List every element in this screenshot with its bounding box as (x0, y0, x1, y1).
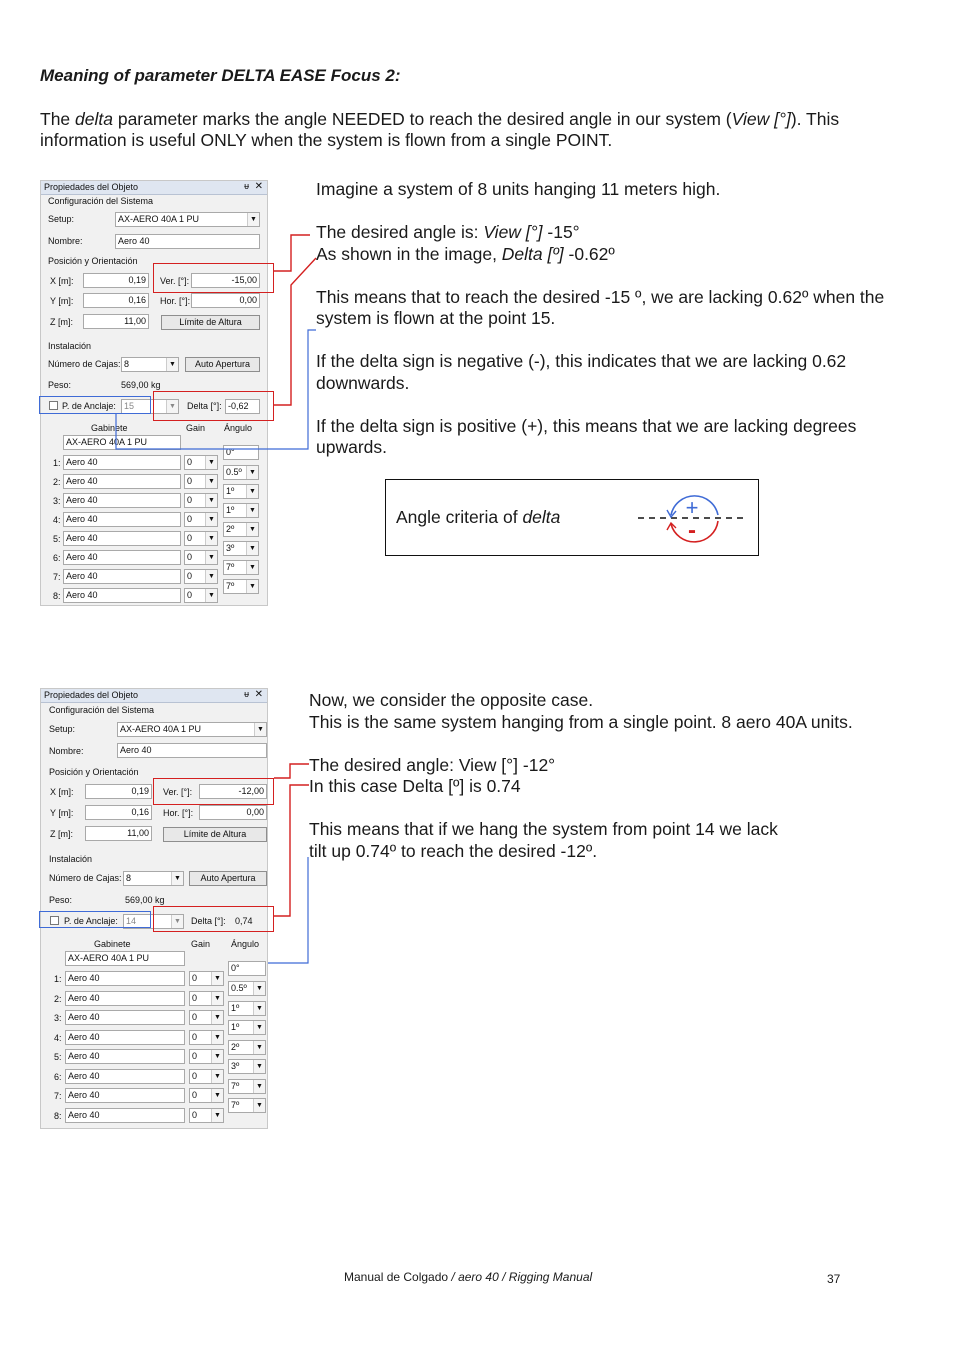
delta-value: 0,74 (235, 916, 253, 926)
angle-select[interactable]: 7º ▼ (223, 579, 259, 594)
angle-direction-icon (626, 488, 751, 548)
chevron-down-icon: ▼ (205, 551, 217, 564)
y-label: Y [m]: (50, 296, 74, 306)
angle-select[interactable]: 1º ▼ (223, 503, 259, 518)
x-field[interactable]: 0,19 (85, 784, 152, 799)
chevron-down-icon: ▼ (211, 1031, 223, 1044)
row-number: 4: (54, 1032, 62, 1043)
row-number: 8: (53, 591, 61, 601)
gain-select[interactable]: 0 ▼ (184, 474, 218, 489)
cabinet-field[interactable]: Aero 40 (65, 991, 185, 1006)
angle-criteria-box (385, 479, 759, 556)
gain-select[interactable]: 0 ▼ (189, 1030, 224, 1045)
anclaje-field[interactable]: 14 ▼ (123, 914, 184, 929)
z-field[interactable]: 11,00 (85, 826, 152, 841)
delta-highlight-box (153, 906, 274, 932)
chevron-down-icon: ▼ (205, 475, 217, 488)
s1-line1: Imagine a system of 8 units hanging 11 meters high. (316, 179, 721, 199)
num-cajas-select[interactable]: 8 ▼ (123, 871, 184, 886)
hor-label: Hor. [°]: (160, 296, 191, 306)
chevron-down-icon: ▼ (205, 513, 217, 526)
first-angle: 0° (223, 445, 259, 460)
s1-line6: If the delta sign is positive (+), this means that we are lacking degrees upwards. (316, 415, 857, 457)
delta-field: -0,62 (225, 399, 260, 414)
position-section-label: Posición y Orientación (48, 256, 138, 266)
y-field[interactable]: 0,16 (85, 805, 152, 820)
chevron-down-icon: ▼ (211, 1089, 223, 1102)
angle-select[interactable]: 1º ▼ (228, 1001, 266, 1016)
setup-select[interactable]: AX-AERO 40A 1 PU ▼ (115, 212, 260, 227)
position-section-label: Posición y Orientación (49, 767, 139, 777)
chevron-down-icon: ▼ (253, 1060, 265, 1073)
col-angulo: Ángulo (231, 939, 260, 949)
row-number: 6: (53, 553, 61, 563)
cabinet-field[interactable]: Aero 40 (65, 971, 185, 986)
header-cabinet[interactable]: AX-AERO 40A 1 PU (63, 435, 181, 450)
setup-label: Setup: (49, 724, 76, 734)
gain-select[interactable]: 0 ▼ (189, 1088, 224, 1103)
s1-line4: This means that to reach the desired -15 º, we are lacking 0.62º when the system is flown at the point 15. (316, 286, 885, 328)
peso-value: 569,00 kg (125, 895, 165, 905)
config-label: Configuración del Sistema (49, 705, 155, 715)
cabinet-field[interactable]: Aero 40 (63, 588, 181, 603)
cabinet-field[interactable]: Aero 40 (63, 569, 181, 584)
gain-select[interactable]: 0 ▼ (189, 1010, 224, 1025)
angle-select[interactable]: 1º ▼ (223, 484, 259, 499)
anclaje-highlight-box (39, 911, 151, 928)
gain-select[interactable]: 0 ▼ (184, 550, 218, 565)
s2-line5: This means that if we hang the system from point 14 we lack tilt up 0.74º to reach the desired -12º. (309, 819, 778, 861)
chevron-down-icon: ▼ (253, 982, 265, 995)
row-number: 5: (54, 1052, 62, 1062)
chevron-down-icon: ▼ (253, 1041, 265, 1054)
installation-section-label: Instalación (48, 341, 92, 351)
delta-label: Delta [°]: (191, 916, 226, 926)
close-icon[interactable]: ✕ (254, 181, 263, 192)
row-number: 6: (54, 1071, 62, 1082)
row-number: 7: (54, 1091, 62, 1101)
angle-select[interactable]: 7º ▼ (228, 1079, 266, 1094)
row-number: 7: (53, 572, 61, 582)
row-number: 4: (53, 515, 61, 525)
peso-value: 569,00 kg (121, 380, 161, 390)
chevron-down-icon: ▼ (247, 213, 259, 226)
angle-select[interactable]: 0.5º ▼ (223, 465, 259, 480)
nombre-field[interactable]: Aero 40 (115, 234, 260, 249)
chevron-down-icon: ▼ (254, 723, 266, 736)
row-number: 8: (54, 1110, 62, 1121)
header-cabinet[interactable]: AX-AERO 40A 1 PU (65, 951, 185, 966)
chevron-down-icon: ▼ (253, 1002, 265, 1015)
setup-select[interactable]: AX-AERO 40A 1 PU ▼ (117, 722, 267, 737)
anclaje-label: P. de Anclaje: (62, 401, 116, 411)
cabinet-field[interactable]: Aero 40 (65, 1069, 185, 1084)
cabinet-field[interactable]: Aero 40 (63, 512, 181, 527)
ver-highlight-box (153, 778, 274, 805)
pin-icon[interactable]: ᵾ (244, 181, 249, 191)
z-label: Z [m]: (50, 317, 73, 327)
chevron-down-icon: ▼ (246, 580, 258, 593)
row-number: 2: (54, 993, 62, 1004)
delta-label: Delta [°]: (187, 401, 222, 411)
criteria-label: Angle criteria of delta (396, 507, 561, 527)
s1-line2: The desired angle is: View [°] -15° (316, 222, 580, 242)
gain-select[interactable]: 0 ▼ (184, 493, 218, 508)
row-number: 1: (54, 974, 62, 984)
chevron-down-icon: ▼ (211, 992, 223, 1005)
chevron-down-icon: ▼ (205, 494, 217, 507)
cabinet-field[interactable]: Aero 40 (65, 1010, 185, 1025)
ver-field[interactable]: -12,00 (199, 784, 267, 799)
footer: Manual de Colgado / aero 40 / Rigging Manual (344, 1270, 593, 1284)
section2-text (309, 690, 929, 884)
gain-select[interactable]: 0 ▼ (189, 1108, 224, 1123)
plus-sign: + (685, 495, 699, 520)
s1-line5: If the delta sign is negative (-), this indicates that we are lacking 0.62 downwards. (316, 351, 847, 393)
cabinet-field[interactable]: Aero 40 (63, 550, 181, 565)
chevron-down-icon: ▼ (246, 485, 258, 498)
anclaje-field[interactable]: 15 ▼ (121, 399, 179, 414)
col-gabinete: Gabinete (94, 939, 131, 949)
chevron-down-icon: ▼ (246, 542, 258, 555)
angle-select[interactable]: 2º ▼ (228, 1040, 266, 1055)
panel-title: Propiedades del Objeto (44, 182, 139, 192)
gain-select[interactable]: 0 ▼ (189, 1069, 224, 1084)
config-label: Configuración del Sistema (48, 196, 154, 206)
s2-line4: In this case Delta [º] is 0.74 (309, 776, 521, 796)
nombre-label: Nombre: (48, 236, 83, 246)
chevron-down-icon: ▼ (211, 1050, 223, 1063)
peso-label: Peso: (48, 380, 72, 390)
chevron-down-icon: ▼ (171, 872, 183, 885)
gain-select[interactable]: 0 ▼ (184, 569, 218, 584)
s1-line3: As shown in the image, Delta [º] -0.62º (316, 243, 615, 264)
installation-section-label: Instalación (49, 854, 93, 864)
gain-select[interactable]: 0 ▼ (189, 1049, 224, 1064)
angle-select[interactable]: 1º ▼ (228, 1020, 266, 1035)
panel-title-bar (41, 689, 267, 703)
cabinet-field[interactable]: Aero 40 (65, 1088, 185, 1103)
ver-label: Ver. [°]: (160, 276, 190, 286)
cabinet-field[interactable]: Aero 40 (63, 531, 181, 546)
hor-field[interactable]: 0,00 (199, 805, 267, 820)
chevron-down-icon: ▼ (253, 1021, 265, 1034)
nombre-field[interactable]: Aero 40 (117, 743, 267, 758)
s2-line3: The desired angle: View [°] -12° (309, 754, 556, 775)
angle-select[interactable]: 7º ▼ (223, 560, 259, 575)
nombre-label: Nombre: (49, 746, 84, 756)
chevron-down-icon: ▼ (246, 504, 258, 517)
auto-apertura-button[interactable]: Auto Apertura (185, 357, 260, 372)
x-field[interactable]: 0,19 (83, 273, 149, 288)
gain-select[interactable]: 0 ▼ (184, 455, 218, 470)
chevron-down-icon: ▼ (205, 456, 217, 469)
panel-title: Propiedades del Objeto (44, 690, 139, 700)
cabinet-field[interactable]: Aero 40 (65, 1108, 185, 1123)
chevron-down-icon: ▼ (246, 523, 258, 536)
angle-select[interactable]: 7º ▼ (228, 1098, 266, 1113)
chevron-down-icon: ▼ (211, 1011, 223, 1024)
setup-label: Setup: (48, 214, 75, 224)
num-cajas-select[interactable]: 8 ▼ (121, 357, 179, 372)
x-label: X [m]: (50, 276, 74, 286)
chevron-down-icon: ▼ (205, 532, 217, 545)
chevron-down-icon: ▼ (211, 1070, 223, 1083)
num-cajas-label: Número de Cajas: (49, 873, 122, 883)
angle-select[interactable]: 3º ▼ (223, 541, 259, 556)
col-gain: Gain (186, 423, 206, 433)
gain-select[interactable]: 0 ▼ (189, 971, 224, 986)
limite-altura-button[interactable]: Límite de Altura (161, 315, 260, 330)
chevron-down-icon: ▼ (166, 400, 178, 413)
row-number: 1: (53, 458, 61, 468)
gain-select[interactable]: 0 ▼ (184, 512, 218, 527)
intro-paragraph: The delta parameter marks the angle NEEDED to reach the desired angle in our system (View [°]). This information is useful ONLY when the system is flown from a single POINT. (40, 109, 840, 150)
anclaje-label: P. de Anclaje: (64, 916, 118, 926)
y-label: Y [m]: (50, 808, 74, 818)
row-number: 3: (53, 496, 61, 506)
z-label: Z [m]: (50, 829, 73, 839)
cabinet-field[interactable]: Aero 40 (63, 455, 181, 470)
chevron-down-icon: ▼ (171, 915, 183, 928)
s2-line2: This is the same system hanging from a single point. 8 aero 40A units. (309, 711, 853, 732)
cabinet-field[interactable]: Aero 40 (65, 1049, 185, 1064)
ver-field[interactable]: -15,00 (191, 273, 260, 288)
close-icon[interactable]: ✕ (254, 689, 263, 700)
section1-text (316, 179, 916, 480)
chevron-down-icon: ▼ (205, 570, 217, 583)
page-number: 37 (827, 1272, 841, 1286)
angle-select[interactable]: 3º ▼ (228, 1059, 266, 1074)
chevron-down-icon: ▼ (211, 1109, 223, 1122)
angle-select[interactable]: 2º ▼ (223, 522, 259, 537)
first-angle: 0° (228, 961, 266, 976)
hor-field[interactable]: 0,00 (191, 293, 260, 308)
gain-select[interactable]: 0 ▼ (189, 991, 224, 1006)
gain-select[interactable]: 0 ▼ (184, 531, 218, 546)
cabinet-field[interactable]: Aero 40 (63, 474, 181, 489)
x-label: X [m]: (50, 787, 74, 797)
col-angulo: Ángulo (224, 423, 253, 433)
minus-sign: - (688, 517, 696, 544)
auto-apertura-button[interactable]: Auto Apertura (189, 871, 267, 886)
row-number: 3: (54, 1013, 62, 1023)
angle-select[interactable]: 0.5º ▼ (228, 981, 266, 996)
y-field[interactable]: 0,16 (83, 293, 149, 308)
peso-label: Peso: (49, 895, 73, 905)
z-field[interactable]: 11,00 (83, 314, 149, 329)
section-heading: Meaning of parameter DELTA EASE Focus 2: (40, 66, 401, 85)
chevron-down-icon: ▼ (205, 589, 217, 602)
cabinet-field[interactable]: Aero 40 (63, 493, 181, 508)
row-number: 5: (53, 534, 61, 544)
num-cajas-label: Número de Cajas: (48, 359, 121, 369)
chevron-down-icon: ▼ (253, 1080, 265, 1093)
chevron-down-icon: ▼ (246, 561, 258, 574)
ver-label: Ver. [°]: (163, 787, 193, 797)
col-gabinete: Gabinete (91, 423, 128, 433)
chevron-down-icon: ▼ (246, 466, 258, 479)
cabinet-field[interactable]: Aero 40 (65, 1030, 185, 1045)
col-gain: Gain (191, 939, 211, 949)
row-number: 2: (53, 477, 61, 487)
pin-icon[interactable]: ᵾ (244, 689, 249, 699)
hor-label: Hor. [°]: (163, 808, 194, 818)
gain-select[interactable]: 0 ▼ (184, 588, 218, 603)
chevron-down-icon: ▼ (211, 972, 223, 985)
chevron-down-icon: ▼ (253, 1099, 265, 1112)
s2-line1: Now, we consider the opposite case. (309, 690, 594, 710)
chevron-down-icon: ▼ (166, 358, 178, 371)
limite-altura-button[interactable]: Límite de Altura (163, 827, 267, 842)
